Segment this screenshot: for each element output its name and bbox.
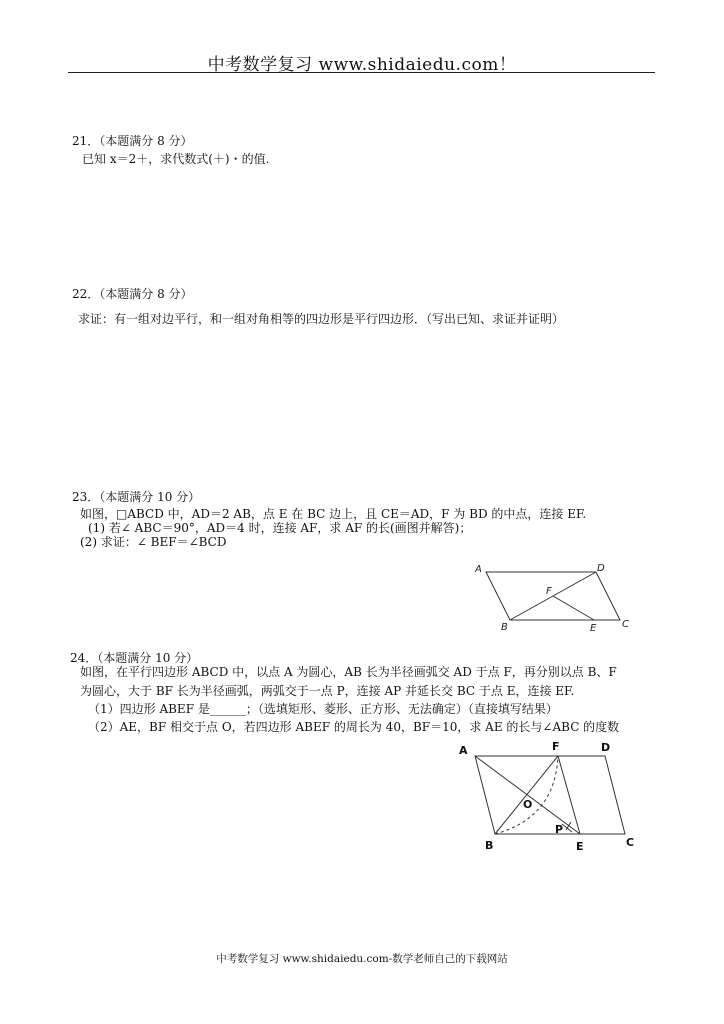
q22-body: 求证：有一组对边平行，和一组对角相等的四边形是平行四边形．（写出已知、求证并证明） <box>78 312 565 326</box>
q23-label-f: F <box>546 586 552 597</box>
q24-label-c: C <box>626 836 635 849</box>
q24-label-b: B <box>485 839 494 852</box>
q23-label-d: D <box>597 563 605 574</box>
q21-body: 已知 x＝2＋，求代数式(＋)・的值. <box>82 152 270 166</box>
q22-heading: 22．（本题满分 8 分） <box>72 287 193 301</box>
q24-parallelogram-abcd <box>475 756 625 834</box>
q23-label-b: B <box>501 622 508 633</box>
q23-label-a: A <box>475 564 482 575</box>
q23-parallelogram-figure <box>470 560 640 635</box>
header-divider <box>68 72 655 73</box>
q23-label-e: E <box>590 623 597 634</box>
q21-heading: 21．（本题满分 8 分） <box>72 134 193 148</box>
q24-heading: 24．（本题满分 10 分） <box>70 651 199 665</box>
q24-rhombus-figure <box>455 738 645 853</box>
q24-line4: （2）AE，BF 相交于点 O，若四边形 ABEF 的周长为 40，BF＝10，求 AE 的长与∠ABC 的度数 <box>88 720 620 734</box>
q23-line1: 如图，□ABCD 中，AD＝2 AB，点 E 在 BC 边上，且 CE＝AD，F 为 BD 的中点，连接 EF. <box>80 507 587 521</box>
page-footer: 中考数学复习 www.shidaiedu.com-数学老师自己的下载网站 <box>216 953 508 965</box>
q24-line3: （1）四边形 ABEF 是______；（选填矩形、菱形、正方形、无法确定）（直接填写结果） <box>88 702 558 716</box>
page-header-title: 中考数学复习 www.shidaiedu.com！ <box>207 55 517 75</box>
q23-line2: (1) 若∠ ABC＝90°，AD＝4 时，连接 AF，求 AF 的长(画图并解答)； <box>88 521 472 535</box>
q24-label-f: F <box>552 740 560 753</box>
q24-label-e: E <box>576 840 584 853</box>
q24-label-p: P <box>555 823 564 836</box>
q23-label-c: C <box>622 619 629 630</box>
q24-label-o: O <box>523 798 533 811</box>
q24-label-a: A <box>459 744 468 757</box>
q24-line1: 如图，在平行四边形 ABCD 中，以点 A 为圆心，AB 长为半径画弧交 AD 于点 F，再分别以点 B、F <box>80 665 617 679</box>
q23-line3: (2) 求证：∠ BEF＝∠BCD <box>80 535 227 549</box>
q23-heading: 23．（本题满分 10 分） <box>72 490 201 504</box>
q24-label-d: D <box>601 741 611 754</box>
q24-line2: 为圆心，大于 BF 长为半径画弧，两弧交于一点 P，连接 AP 并延长交 BC 于点 E，连接 EF. <box>80 684 575 698</box>
q24-segment-ae <box>475 756 580 834</box>
q23-segment-fe <box>553 596 594 620</box>
